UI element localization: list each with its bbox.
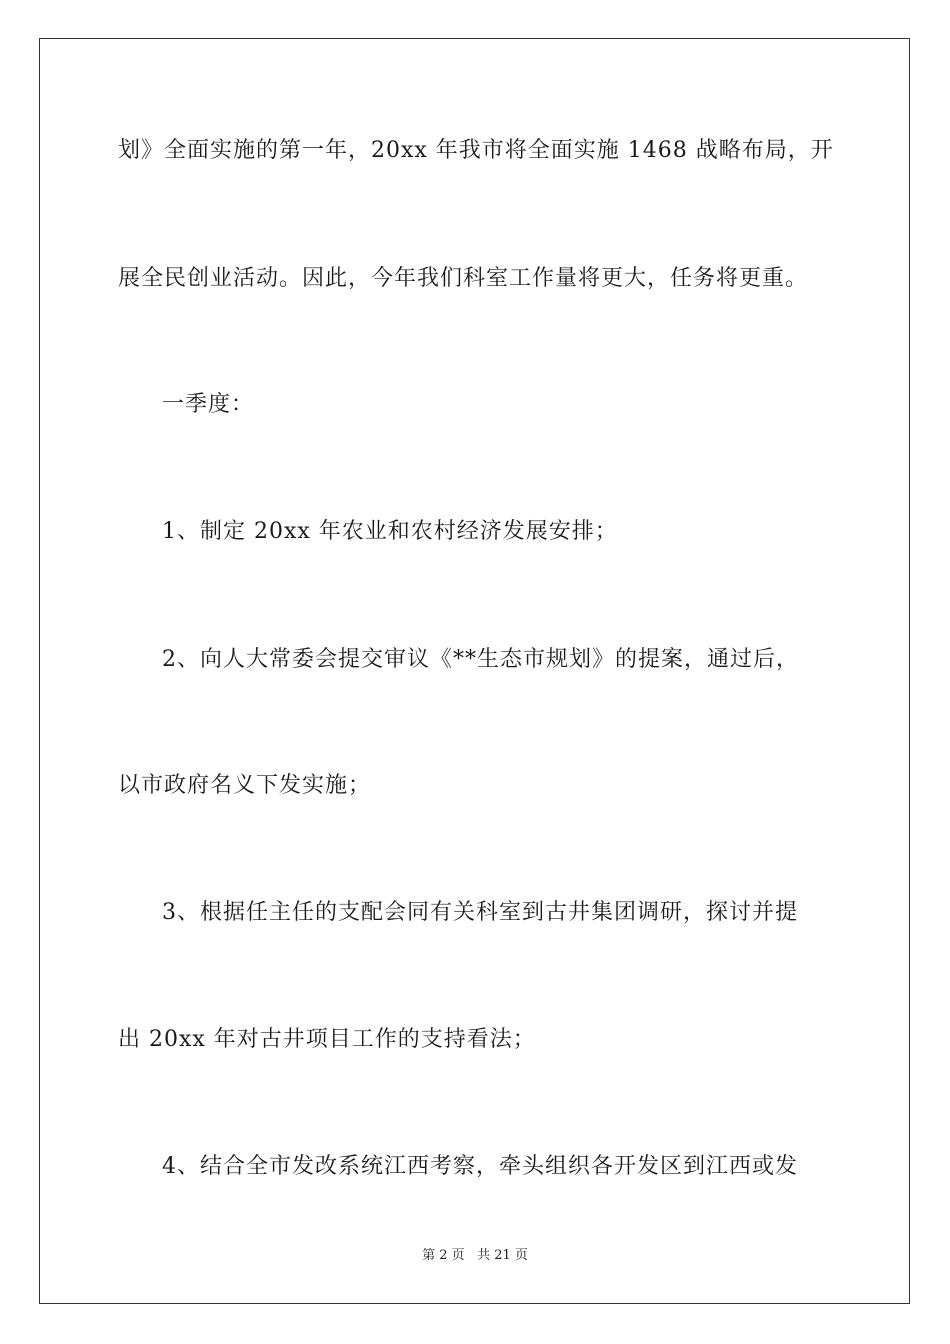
page-number: 第 2 页 [422, 1248, 465, 1263]
list-item-4: 4、结合全市发改系统江西考察，牵头组织各开发区到江西或发 [162, 1154, 798, 1179]
list-item-2-continued: 以市政府名义下发实施； [118, 773, 372, 798]
list-item-3: 3、根据任主任的支配会同有关科室到古井集团调研，探讨并提 [162, 900, 798, 925]
text-line-1: 划》全面实施的第一年，20xx 年我市将全面实施 1468 战略布局，开 [118, 138, 834, 163]
page-total: 共 21 页 [477, 1248, 528, 1263]
list-item-2: 2、向人大常委会提交审议《**生态市规划》的提案，通过后， [162, 647, 799, 672]
text-line-2: 展全民创业活动。因此，今年我们科室工作量将更大，任务将更重。 [118, 266, 809, 291]
list-item-3-continued: 出 20xx 年对古井项目工作的支持看法； [118, 1027, 536, 1052]
section-heading-q1: 一季度： [162, 392, 255, 417]
page-footer [0, 1247, 950, 1265]
list-item-1: 1、制定 20xx 年农业和农村经济发展安排； [162, 519, 618, 544]
